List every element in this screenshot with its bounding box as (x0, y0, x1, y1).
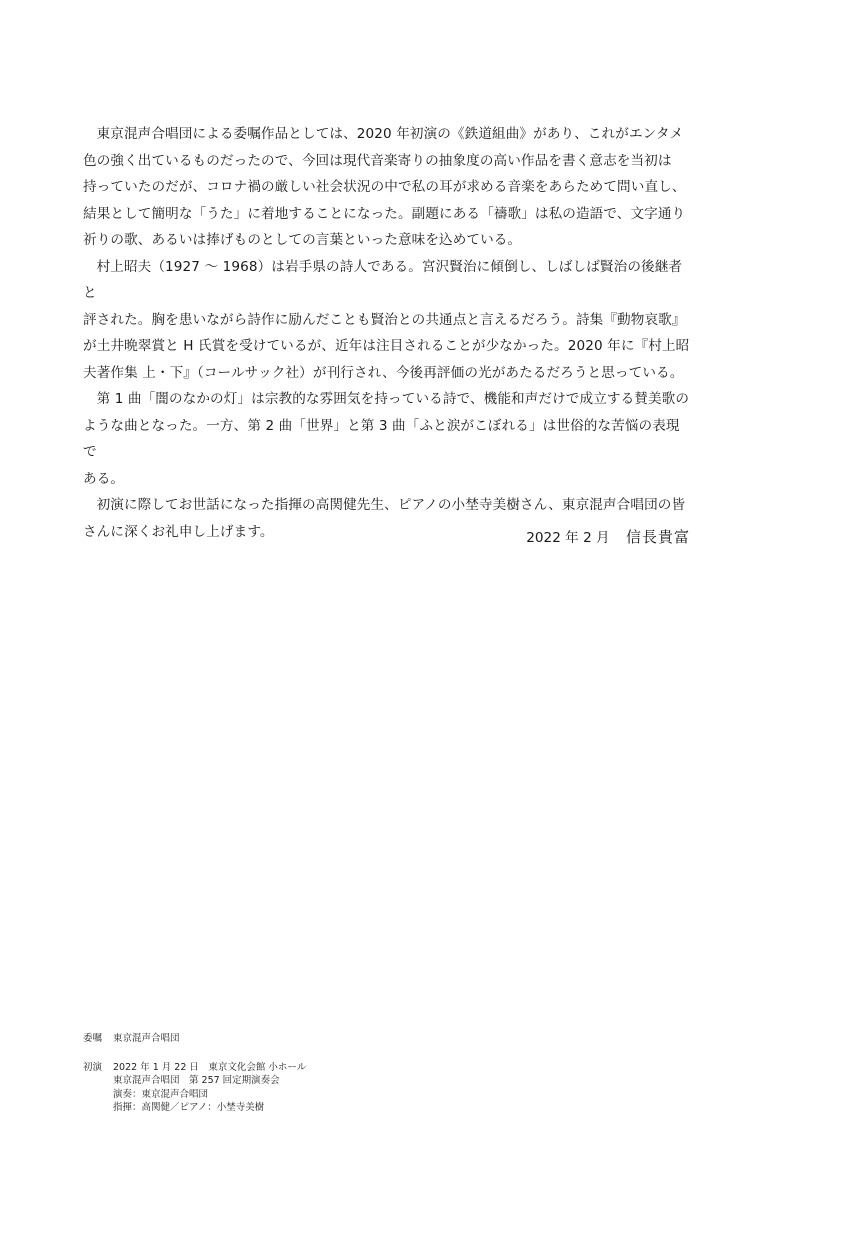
signature-date: 2022 年 2 月 (526, 530, 610, 546)
commission-label: 委嘱 (83, 1033, 103, 1044)
premiere-date-venue: 2022 年 1 月 22 日 東京文化会館 小ホール (113, 1061, 307, 1073)
signature-author: 信長貴富 (625, 528, 690, 546)
essay-paragraph-2: 村上昭夫（1927 〜 1968）は岩手県の詩人である。宮沢賢治に傾倒し、しばしば賢治の後継者と 評された。胸を患いながら詩作に励んだことも賢治との共通点と言えるだろう。詩集『動物哀歌』 が土井晩翠賞と H 氏賞を受けているが、近年は注目されることが少なかった。2020 年に『村上昭 夫著作集 上・下』（コールサック社）が刊行され、今後再評価の光があたるだろうと思っている。 (83, 258, 690, 381)
credits-block (83, 1032, 306, 1130)
essay-paragraph-1: 東京混声合唱団による委嘱作品としては、2020 年初演の《鉄道組曲》があり、これがエンタメ 色の強く出ているものだったので、今回は現代音楽寄りの抽象度の高い作品を書く意志を当初は 持っていたのだが、コロナ禍の厳しい社会状況の中で私の耳が求める音楽をあらためて問い直し、 結果として簡明な「うた」に着地することになった。副題にある「禱歌」は私の造語で、文字通り 祈りの歌、あるいは捧げものとしての言葉といった意味を込めている。 (83, 126, 686, 248)
essay-body (83, 121, 693, 545)
commission-row (83, 1032, 306, 1046)
commission-value: 東京混声合唱団 (113, 1033, 180, 1044)
premiere-label: 初演 (83, 1061, 103, 1073)
essay-paragraph-3: 第 1 曲「闇のなかの灯」は宗教的な雰囲気を持っている詩で、機能和声だけで成立する賛美歌の ような曲となった。一方、第 2 曲「世界」と第 3 曲「ふと涙がこぼれる」は世俗的な苦悩の表現で ある。 (83, 391, 690, 487)
premiere-details (113, 1061, 306, 1115)
premiere-concert: 東京混声合唱団 第 257 回定期演奏会 (113, 1075, 280, 1086)
essay-paragraph-4: 初演に際してお世話になった指揮の高関健先生、ピアノの小埜寺美樹さん、東京混声合唱団の皆 さんに深くお礼申し上げます。 (83, 497, 686, 540)
signature (526, 527, 690, 548)
premiere-performer: 演奏：東京混声合唱団 (113, 1088, 209, 1100)
premiere-row (83, 1061, 306, 1115)
premiere-conductor-pianist: 指揮：高関健／ピアノ：小埜寺美樹 (113, 1102, 265, 1113)
